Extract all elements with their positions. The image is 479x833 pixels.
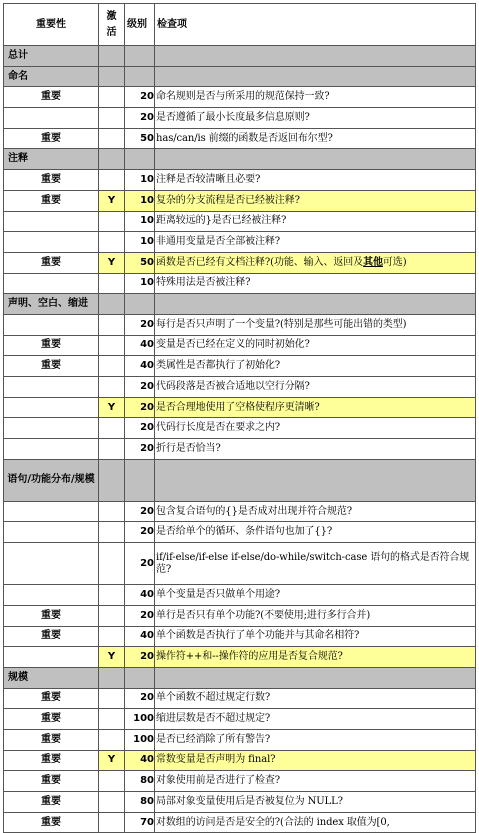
level-cell: 70 — [125, 812, 155, 833]
section-empty-cell — [125, 667, 155, 688]
importance-cell — [4, 585, 99, 606]
check-item-cell: 包含复合语句的{}是否成对出现并符合规范? — [155, 501, 476, 522]
section-empty-cell — [155, 294, 476, 315]
checklist-row — [4, 170, 476, 191]
active-cell — [99, 335, 125, 356]
checklist-row — [4, 792, 476, 813]
checklist-row — [4, 252, 476, 273]
importance-cell — [4, 108, 99, 129]
section-title: 语句/功能分布/规模 — [4, 459, 99, 501]
active-cell — [99, 709, 125, 730]
level-cell: 20 — [125, 439, 155, 460]
level-cell: 10 — [125, 232, 155, 253]
checklist-row — [4, 108, 476, 129]
check-item-emphasis: 其他 — [363, 256, 383, 268]
level-cell: 80 — [125, 771, 155, 792]
importance-cell: 重要 — [4, 170, 99, 191]
check-item-cell: 命名规则是否与所采用的规范保持一致? — [155, 87, 476, 108]
active-cell — [99, 211, 125, 232]
section-empty-cell — [155, 46, 476, 67]
section-empty-cell — [155, 459, 476, 501]
importance-cell — [4, 501, 99, 522]
active-cell: Y — [99, 190, 125, 211]
section-empty-cell — [155, 149, 476, 170]
section-row — [4, 66, 476, 87]
active-cell — [99, 314, 125, 335]
importance-cell: 重要 — [4, 252, 99, 273]
check-item-cell: 代码段落是否被合适地以空行分隔? — [155, 377, 476, 398]
section-empty-cell — [125, 46, 155, 67]
check-item-cell — [155, 252, 476, 273]
level-cell: 10 — [125, 190, 155, 211]
active-cell — [99, 170, 125, 191]
level-cell: 20 — [125, 501, 155, 522]
checklist-row — [4, 688, 476, 709]
importance-cell — [4, 543, 99, 585]
importance-cell: 重要 — [4, 729, 99, 750]
level-cell: 20 — [125, 418, 155, 439]
level-cell: 10 — [125, 273, 155, 294]
check-item-cell: 是否已经消除了所有警告? — [155, 729, 476, 750]
level-cell: 40 — [125, 585, 155, 606]
active-cell: Y — [99, 397, 125, 418]
active-cell — [99, 356, 125, 377]
importance-cell: 重要 — [4, 190, 99, 211]
header-active — [99, 4, 125, 46]
active-cell — [99, 418, 125, 439]
level-cell: 20 — [125, 397, 155, 418]
checklist-row — [4, 522, 476, 543]
section-empty-cell — [125, 66, 155, 87]
active-cell — [99, 585, 125, 606]
checklist-row — [4, 626, 476, 647]
level-cell: 40 — [125, 626, 155, 647]
section-empty-cell — [125, 149, 155, 170]
level-cell: 20 — [125, 87, 155, 108]
header-active-label: 激 活 — [106, 10, 117, 38]
check-item-cell: 对象使用前是否进行了检查? — [155, 771, 476, 792]
importance-cell: 重要 — [4, 128, 99, 149]
active-cell — [99, 108, 125, 129]
checklist-row — [4, 418, 476, 439]
header-row — [4, 4, 476, 46]
checklist-row — [4, 314, 476, 335]
active-cell: Y — [99, 750, 125, 771]
check-item-cell: 特殊用法是否被注释? — [155, 273, 476, 294]
importance-cell — [4, 439, 99, 460]
level-cell: 20 — [125, 377, 155, 398]
section-empty-cell — [125, 459, 155, 501]
check-item-cell: 类属性是否都执行了初始化? — [155, 356, 476, 377]
importance-cell — [4, 418, 99, 439]
checklist-row — [4, 377, 476, 398]
importance-cell: 重要 — [4, 709, 99, 730]
importance-cell: 重要 — [4, 771, 99, 792]
checklist-row — [4, 335, 476, 356]
active-cell — [99, 87, 125, 108]
level-cell: 100 — [125, 709, 155, 730]
importance-cell: 重要 — [4, 812, 99, 833]
header-item: 检查项 — [155, 4, 476, 46]
checklist-row — [4, 647, 476, 668]
check-item-cell: 代码行长度是否在要求之内? — [155, 418, 476, 439]
check-item-text: 函数是否已经有文档注释?(功能、输入、返回及 — [156, 256, 364, 268]
importance-cell: 重要 — [4, 750, 99, 771]
importance-cell: 重要 — [4, 688, 99, 709]
active-cell — [99, 501, 125, 522]
importance-cell — [4, 211, 99, 232]
importance-cell — [4, 647, 99, 668]
section-row — [4, 667, 476, 688]
check-item-cell: 单个函数是否执行了单个功能并与其命名相符? — [155, 626, 476, 647]
check-item-text-tail: 可选) — [382, 256, 407, 268]
importance-cell: 重要 — [4, 792, 99, 813]
checklist-row — [4, 709, 476, 730]
checklist-row — [4, 87, 476, 108]
check-item-cell: 局部对象变量使用后是否被复位为 NULL? — [155, 792, 476, 813]
checklist-row — [4, 750, 476, 771]
active-cell — [99, 812, 125, 833]
checklist-row — [4, 128, 476, 149]
active-cell — [99, 543, 125, 585]
section-row — [4, 294, 476, 315]
importance-cell: 重要 — [4, 356, 99, 377]
importance-cell — [4, 522, 99, 543]
check-item-cell: 变量是否已经在定义的同时初始化? — [155, 335, 476, 356]
checklist-row — [4, 812, 476, 833]
level-cell: 20 — [125, 522, 155, 543]
level-cell: 20 — [125, 688, 155, 709]
checklist-row — [4, 211, 476, 232]
importance-cell — [4, 273, 99, 294]
check-item-cell: 是否合理地使用了空格使程序更清晰? — [155, 397, 476, 418]
check-item-cell: 非通用变量是否全部被注释? — [155, 232, 476, 253]
checklist-row — [4, 501, 476, 522]
section-empty-cell — [99, 294, 125, 315]
importance-cell: 重要 — [4, 335, 99, 356]
section-empty-cell — [155, 66, 476, 87]
check-item-cell: 单个变量是否只做单个用途? — [155, 585, 476, 606]
check-item-cell: 是否遵循了最小长度最多信息原则? — [155, 108, 476, 129]
section-empty-cell — [99, 459, 125, 501]
checklist-row — [4, 585, 476, 606]
importance-cell — [4, 397, 99, 418]
importance-cell — [4, 314, 99, 335]
checklist-row — [4, 232, 476, 253]
section-row — [4, 46, 476, 67]
level-cell: 20 — [125, 543, 155, 585]
level-cell: 50 — [125, 252, 155, 273]
level-cell: 20 — [125, 314, 155, 335]
active-cell — [99, 792, 125, 813]
check-item-cell: if/if-else/if-else if-else/do-while/switch-case 语句的格式是否符合规范? — [155, 543, 476, 585]
section-title: 命名 — [4, 66, 99, 87]
checklist-row — [4, 543, 476, 585]
active-cell — [99, 771, 125, 792]
section-row — [4, 149, 476, 170]
section-title: 规模 — [4, 667, 99, 688]
level-cell: 40 — [125, 335, 155, 356]
importance-cell: 重要 — [4, 605, 99, 626]
check-item-cell: 缩进层数是否不超过规定? — [155, 709, 476, 730]
active-cell — [99, 439, 125, 460]
level-cell: 10 — [125, 211, 155, 232]
checklist-row — [4, 356, 476, 377]
check-item-cell: 折行是否恰当? — [155, 439, 476, 460]
section-title: 声明、空白、缩进 — [4, 294, 99, 315]
checklist-row — [4, 729, 476, 750]
code-review-checklist-table — [3, 3, 476, 833]
header-importance: 重要性 — [4, 4, 99, 46]
section-title: 总计 — [4, 46, 99, 67]
checklist-row — [4, 605, 476, 626]
active-cell — [99, 522, 125, 543]
check-item-cell: 单行是否只有单个功能?(不要使用;进行多行合并) — [155, 605, 476, 626]
importance-cell — [4, 232, 99, 253]
level-cell: 40 — [125, 750, 155, 771]
active-cell — [99, 688, 125, 709]
checklist-row — [4, 397, 476, 418]
section-empty-cell — [125, 294, 155, 315]
section-empty-cell — [99, 149, 125, 170]
section-row — [4, 459, 476, 501]
level-cell: 80 — [125, 792, 155, 813]
level-cell: 40 — [125, 356, 155, 377]
section-empty-cell — [99, 667, 125, 688]
check-item-cell: 是否给单个的循环、条件语句也加了{}? — [155, 522, 476, 543]
active-cell — [99, 232, 125, 253]
check-item-cell: 单个函数不超过规定行数? — [155, 688, 476, 709]
level-cell: 20 — [125, 605, 155, 626]
level-cell: 20 — [125, 647, 155, 668]
check-item-cell: 每行是否只声明了一个变量?(特别是那些可能出错的类型) — [155, 314, 476, 335]
level-cell: 100 — [125, 729, 155, 750]
checklist-row — [4, 273, 476, 294]
active-cell: Y — [99, 252, 125, 273]
checklist-body — [4, 4, 476, 833]
check-item-cell: 常数变量是否声明为 final? — [155, 750, 476, 771]
check-item-cell: has/can/is 前缀的函数是否返回布尔型? — [155, 128, 476, 149]
active-cell — [99, 273, 125, 294]
check-item-cell: 操作符++和--操作符的应用是否复合规范? — [155, 647, 476, 668]
level-cell: 20 — [125, 108, 155, 129]
check-item-cell: 注释是否较清晰且必要? — [155, 170, 476, 191]
check-item-cell: 对数组的访问是否是安全的?(合法的 index 取值为[0, — [155, 812, 476, 833]
active-cell — [99, 729, 125, 750]
checklist-row — [4, 190, 476, 211]
importance-cell — [4, 377, 99, 398]
active-cell — [99, 377, 125, 398]
level-cell: 50 — [125, 128, 155, 149]
importance-cell: 重要 — [4, 626, 99, 647]
active-cell — [99, 128, 125, 149]
header-level: 级别 — [125, 4, 155, 46]
active-cell — [99, 605, 125, 626]
checklist-row — [4, 771, 476, 792]
level-cell: 10 — [125, 170, 155, 191]
active-cell — [99, 626, 125, 647]
active-cell: Y — [99, 647, 125, 668]
importance-cell: 重要 — [4, 87, 99, 108]
section-empty-cell — [99, 46, 125, 67]
section-empty-cell — [155, 667, 476, 688]
checklist-row — [4, 439, 476, 460]
section-title: 注释 — [4, 149, 99, 170]
check-item-cell: 复杂的分支流程是否已经被注释? — [155, 190, 476, 211]
section-empty-cell — [99, 66, 125, 87]
check-item-cell: 距离较远的}是否已经被注释? — [155, 211, 476, 232]
